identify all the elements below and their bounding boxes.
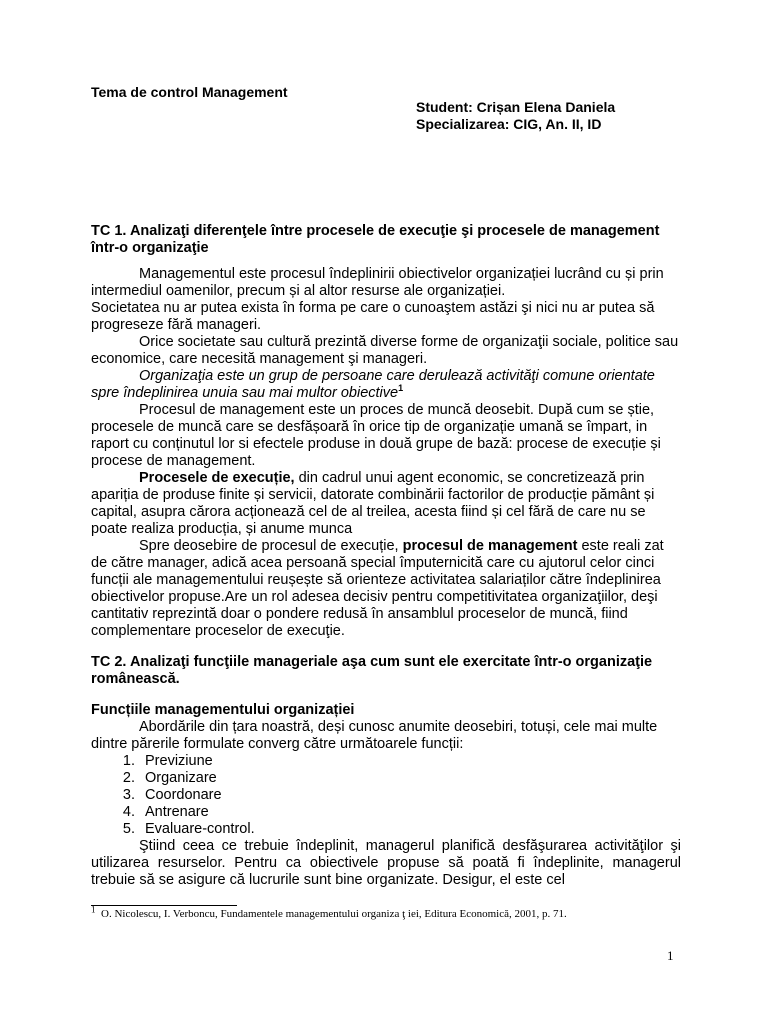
assignment-title: Tema de control Management [91, 84, 288, 100]
tc1-paragraph-7-text: este reali zat de către manager, adică acea persoană special împuternicită care cu ajutorul celor cinci funcții ale managementului reușește să orienteze activitatea salariaților către îndeplinirea obiectivelor propuse.Are un rol adesea decisiv pentru competitivitatea organizaţiilor, deşi cantitativ reprezintă doar o pondere redusă în ansamblul proceselor de muncă, fiind complementare proceselor de execuţie. [91, 538, 664, 639]
list-item: 4. Antrenare [139, 804, 681, 821]
footnote-reference: 1 [398, 383, 404, 394]
tc1-paragraph-1: Managementul este procesul îndeplinirii obiectivelor organizației lucrând cu și prin intermediul oamenilor, precum și al altor resurse ale organizației. [91, 266, 664, 299]
list-item: 1. Previziune [139, 753, 681, 770]
footnote [91, 904, 711, 920]
specialization: Specializarea: CIG, An. II, ID [416, 116, 602, 132]
footnote-mark: 1 [91, 904, 96, 915]
tc1-paragraph-7 [91, 538, 681, 640]
list-item: 5. Evaluare-control. [139, 821, 681, 838]
tc1-paragraph-7-start: Spre deosebire de procesul de execuție, [139, 538, 403, 554]
tc2-heading: TC 2. Analizaţi funcţiile manageriale aşa cum sunt ele exercitate într-o organizaţie românească. [91, 654, 653, 687]
footnote-text: O. Nicolescu, I. Verboncu, Fundamentele managementului organiza ţ iei, Editura Economică, 2001, p. 71. [101, 908, 567, 920]
tc2-intro: Abordările din țara noastră, deși cunosc anumite deosebiri, totuși, cele mai multe dintre părerile formulate converg către următoarele funcții: [91, 719, 658, 752]
tc1-paragraph-3: Orice societate sau cultură prezintă diverse forme de organizaţii sociale, politice sau economice, care necesită management şi manageri. [91, 334, 679, 367]
tc1-paragraph-4 [91, 368, 681, 402]
page-number: 1 [667, 948, 674, 963]
student-name: Student: Crișan Elena Daniela [416, 99, 616, 115]
student-info [416, 99, 615, 133]
document-body [91, 223, 681, 889]
list-item: 2. Organizare [139, 770, 681, 787]
tc1-heading: TC 1. Analizaţi diferenţele între procesele de execuţie şi procesele de management într-o organizaţie [91, 223, 660, 256]
tc2-subheading: Funcțiile managementului organizației [91, 702, 355, 718]
tc1-paragraph-6 [91, 470, 681, 538]
tc2-closing-paragraph: Ştiind ceea ce trebuie îndeplinit, managerul planifică desfăşurarea activităţilor şi utilizarea resurselor. Pentru ca obiectivele propuse să poată fi îndeplinite, managerul trebuie să se asigure că lucrurile sunt bine organizate. Desigur, el este cel [91, 838, 681, 888]
organization-definition: Organizaţia este un grup de persoane care derulează activităţi comune orientate spre îndeplinirea unuia sau mai multor obiective [91, 368, 655, 401]
execution-processes-term: Procesele de execuție, [139, 470, 295, 486]
list-item: 3. Coordonare [139, 787, 681, 804]
management-functions-list [91, 753, 681, 838]
footnote-separator [91, 905, 237, 906]
tc1-paragraph-5: Procesul de management este un proces de muncă deosebit. După cum se știe, procesele de muncă care se desfășoară în orice tip de organizație umană se împart, in raport cu conținutul lor si efectele produse in două grupe de bază: procese de execuție și procese de management. [91, 402, 661, 469]
tc1-paragraph-6-text: din cadrul unui agent economic, se concretizează prin apariția de produse finite și servicii, datorate combinării factorilor de producție pământ și capital, asupra cărora acționează cel de al treilea, acesta fiind și cel fără de care nu se poate realiza producția, și anume munca [91, 470, 655, 537]
management-process-term: procesul de management [402, 538, 578, 554]
tc1-paragraph-2: Societatea nu ar putea exista în forma pe care o cunoaştem astăzi şi nici nu ar putea să progreseze fără manageri. [91, 300, 655, 333]
